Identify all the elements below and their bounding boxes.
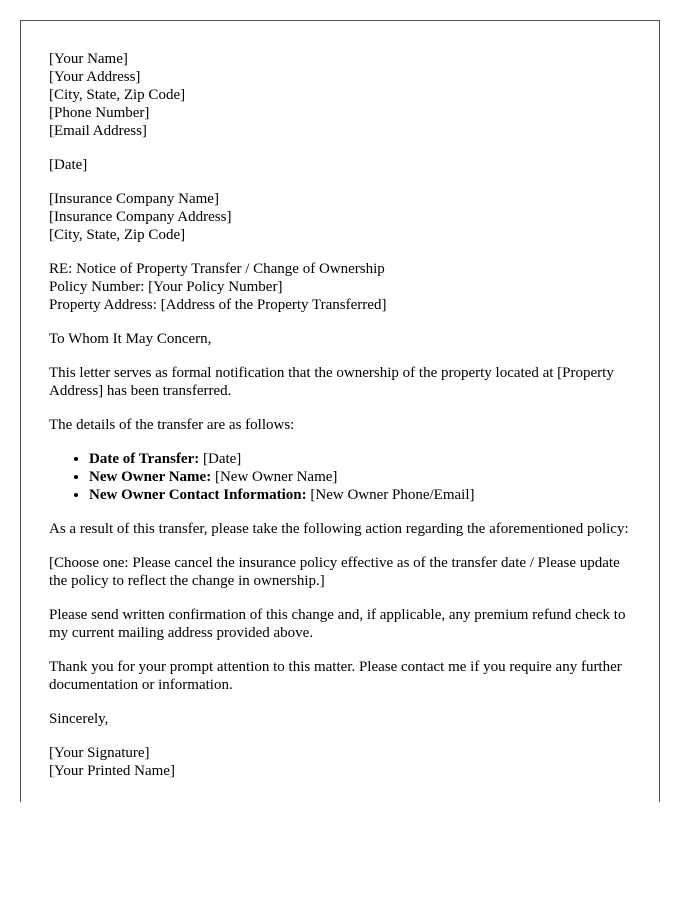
paragraph-confirmation: Please send written confirmation of this change and, if applicable, any premium refund check to my current mailing address provided above. — [49, 607, 626, 641]
letter-page — [20, 20, 660, 802]
details-intro: The details of the transfer are as follows: — [49, 417, 295, 433]
printed-name: [Your Printed Name] — [49, 763, 175, 779]
sender-name: [Your Name] — [49, 51, 128, 67]
transfer-details-list — [49, 450, 629, 504]
detail-label: New Owner Contact Information: — [89, 487, 307, 503]
recipient-company-name: [Insurance Company Name] — [49, 191, 219, 207]
detail-new-owner-contact — [89, 486, 629, 504]
paragraph-choice: [Choose one: Please cancel the insurance policy effective as of the transfer date / Please update the policy to reflect the change in ownership.] — [49, 555, 620, 589]
paragraph-notification: This letter serves as formal notification that the ownership of the property located at [Property Address] has been transferred. — [49, 365, 614, 399]
sender-block — [49, 50, 629, 140]
subject-property-address: Property Address: [Address of the Property Transferred] — [49, 297, 387, 313]
recipient-company-address: [Insurance Company Address] — [49, 209, 232, 225]
subject-block — [49, 260, 629, 314]
paragraph-thanks: Thank you for your prompt attention to this matter. Please contact me if you require any further documentation or information. — [49, 659, 622, 693]
sender-city-state-zip: [City, State, Zip Code] — [49, 87, 186, 103]
detail-label: Date of Transfer: — [89, 451, 200, 467]
detail-new-owner-name — [89, 468, 629, 486]
letter-body — [49, 50, 629, 780]
subject-re-line: RE: Notice of Property Transfer / Change of Ownership — [49, 261, 385, 277]
salutation: To Whom It May Concern, — [49, 331, 212, 347]
detail-value: [New Owner Phone/Email] — [306, 487, 475, 503]
signature: [Your Signature] — [49, 745, 150, 761]
sender-email: [Email Address] — [49, 123, 147, 139]
sender-address: [Your Address] — [49, 69, 141, 85]
detail-value: [Date] — [199, 451, 242, 467]
detail-label: New Owner Name: — [89, 469, 212, 485]
signature-block — [49, 744, 629, 780]
letter-date: [Date] — [49, 157, 88, 173]
detail-value: [New Owner Name] — [211, 469, 338, 485]
closing: Sincerely, — [49, 711, 109, 727]
subject-policy-number: Policy Number: [Your Policy Number] — [49, 279, 283, 295]
paragraph-action: As a result of this transfer, please take the following action regarding the aforementioned policy: — [49, 521, 629, 537]
recipient-block — [49, 190, 629, 244]
sender-phone: [Phone Number] — [49, 105, 150, 121]
recipient-city-state-zip: [City, State, Zip Code] — [49, 227, 186, 243]
detail-date-of-transfer — [89, 450, 629, 468]
date-block — [49, 156, 629, 174]
